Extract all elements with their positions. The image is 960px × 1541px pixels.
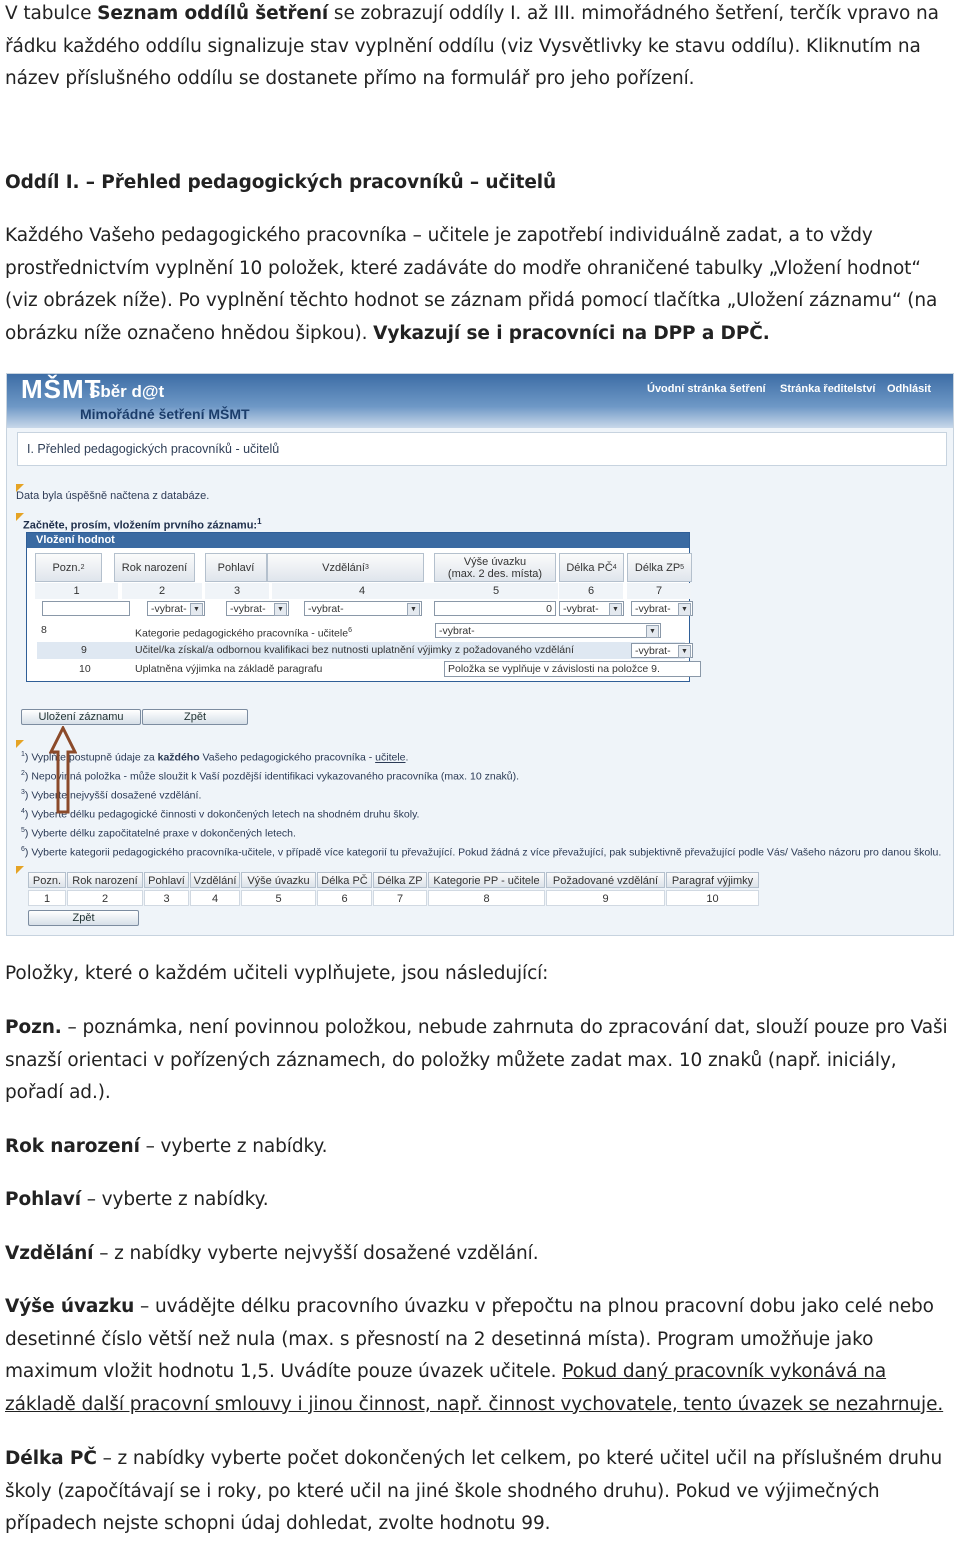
input-box	[26, 532, 690, 682]
nav-directorate[interactable]: Stránka ředitelství	[780, 383, 876, 395]
uvazek-input[interactable]: 0	[434, 601, 556, 616]
load-message: Data byla úspěšně načtena z databáze.	[16, 490, 210, 502]
app-name: Sběr d@t	[89, 382, 165, 401]
grid-number: 1	[28, 890, 66, 906]
paragraf-field: Položka se vyplňuje v závislosti na položce 9.	[444, 661, 701, 677]
row-8: 8 Kategorie pedagogického pracovníka - učitele$^6$	[41, 624, 352, 640]
field-pohlavi: Pohlaví – vyberte z nabídky.	[5, 1189, 269, 1210]
field-delka-pc: Délka PČ – z nabídky vyberte počet dokončených let celkem, po které učitel učil na příslušném druhu školy (započítávají se i roky, po které učil na jiné škole shodného druhu). Pokud ve výjimečných případech nejste schopni údaj dohledat, zvolte hodnotu 99.	[5, 1448, 943, 1535]
col-rok: Rok narození	[114, 553, 195, 582]
note-item: $^2$) Nepovinná položka - může sloužit k Vaší pozdější identifikaci vykazovaného pracovníka (max. 10 znaků).	[21, 770, 520, 783]
brown-arrow-icon	[49, 726, 77, 816]
app-screenshot	[6, 373, 954, 936]
app-subtitle: Mimořádné šetření MŠMT	[80, 406, 250, 422]
col-number: 7	[627, 583, 691, 599]
col-number: 3	[205, 583, 269, 599]
pozn-input[interactable]	[42, 601, 130, 616]
col-number: 1	[35, 583, 118, 599]
grid-header: Rok narození	[67, 872, 143, 888]
notes-list	[21, 747, 941, 861]
grid-number: 9	[546, 890, 665, 906]
input-box-header: Vložení hodnot	[27, 533, 689, 548]
field-pozn: Pozn. – poznámka, není povinnou položkou, nebude zahrnuta do zpracování dat, slouží pouze pro Vaši snazší orientaci v pořízených záznamech, do položky můžete zadat max. 10 znaků (např. iniciály, pořadí ad.).	[5, 1017, 948, 1104]
col-vzdelani: Vzdělání 3	[267, 553, 424, 582]
delka-pc-select[interactable]: -vybrat- ▼	[559, 601, 624, 616]
field-vzdelani: Vzdělání – z nabídky vyberte nejvyšší dosažené vzdělání.	[5, 1243, 539, 1264]
start-message: Začněte, prosím, vložením prvního záznamu:$^1$	[23, 517, 262, 532]
intro-paragraph: V tabulce Seznam oddílů šetření se zobrazují oddíly I. až III. mimořádného šetření, terčík vpravo na řádku každého oddílu signalizuje stav vyplnění oddílu (viz Vysvětlivky ke stavu oddílu). Kliknutím na název příslušného oddílu se dostanete přímo na formulář pro jeho pořízení.	[5, 3, 939, 90]
col-number: 4	[272, 583, 452, 599]
grid-number: 7	[373, 890, 427, 906]
col-uvazek: Výše úvazku (max. 2 des. místa)	[434, 553, 556, 582]
grid-header: Požadované vzdělání	[546, 872, 665, 888]
grid-header: Paragraf výjimky	[666, 872, 759, 888]
grid-number: 5	[241, 890, 316, 906]
grid-number: 2	[67, 890, 143, 906]
field-rok: Rok narození – vyberte z nabídky.	[5, 1136, 328, 1157]
page-title-bar	[17, 432, 947, 466]
save-record-button[interactable]: Uložení záznamu	[21, 709, 141, 725]
grid-number: 3	[144, 890, 189, 906]
grid-number: 10	[666, 890, 759, 906]
row-9: 9 Učitel/ka získal/a odbornou kvalifikaci bez nutnosti uplatnění výjimky z požadovaného vzdělání	[37, 642, 685, 659]
delka-zp-select[interactable]: -vybrat- ▼	[631, 601, 693, 616]
pohlavi-select[interactable]: -vybrat- ▼	[226, 601, 289, 616]
field-uvazek: Výše úvazku – uvádějte délku pracovního úvazku v přepočtu na plnou pracovní dobu jako celé nebo desetinné číslo větší než nula (max. s přesností na 2 desetinná místa). Program umožňuje jako maximum vložit hodnotu 1,5. Uvádíte pouze úvazek učitele. Pokud daný pracovník vykonává na základě další pracovní smlouvy i jinou činnost, např. činnost vychovatele, tento úvazek se nezahrnuje.	[5, 1296, 944, 1415]
grid-header: Délka PČ	[317, 872, 372, 888]
note-item: $^1$) Vyplňte postupně údaje za každého Vašeho pedagogického pracovníka - učitele.	[21, 751, 409, 764]
grid-number: 8	[428, 890, 545, 906]
fields-intro: Položky, které o každém učiteli vyplňujete, jsou následující:	[5, 963, 549, 984]
col-number: 5	[434, 583, 558, 599]
back-button[interactable]: Zpět	[142, 709, 248, 725]
grid-number: 6	[317, 890, 372, 906]
note-item: $^4$) Vyberte délku pedagogické činnosti v dokončených letech na shodném druhu školy.	[21, 808, 420, 821]
grid-header: Výše úvazku	[241, 872, 316, 888]
grid-number: 4	[190, 890, 240, 906]
nav-logout[interactable]: Odhlásit	[887, 383, 932, 395]
col-number: 6	[559, 583, 623, 599]
grid-header: Délka ZP	[373, 872, 427, 888]
col-delka-zp: Délka ZP 5	[627, 553, 692, 582]
vyjimka-select[interactable]: -vybrat- ▼	[631, 643, 693, 658]
kategorie-select[interactable]: -vybrat- ▼	[435, 623, 661, 638]
nav-home[interactable]: Úvodní stránka šetření	[647, 383, 766, 395]
grid-header: Pohlaví	[144, 872, 189, 888]
col-delka-pc: Délka PČ 4	[559, 553, 624, 582]
note-item: $^6$) Vyberte kategorii pedagogického pracovníka-učitele, v případě více kategorií tu převažující. Pokud žádná z více převažující, pak subjektivně převažující podle Vás/ Vašeho názoru pro danou školu.	[21, 846, 941, 859]
col-pohlavi: Pohlaví	[205, 553, 267, 582]
grid-header: Pozn.	[28, 872, 66, 888]
note-item: $^3$) Vyberte nejvyšší dosažené vzdělání.	[21, 789, 202, 802]
flag-icon	[16, 866, 24, 874]
page-title: I. Přehled pedagogických pracovníků - učitelů	[27, 442, 280, 456]
app-banner	[7, 374, 953, 428]
section-paragraph: Každého Vašeho pedagogického pracovníka – učitele je zapotřebí individuálně zadat, a to vždy prostřednictvím vyplnění 10 položek, které zadáváte do modře ohraničené tabulky „Vložení hodnot“ (viz obrázek níže). Po vyplnění těchto hodnot se záznam přidá pomocí tlačítka „Uložení záznamu“ (na obrázku níže označeno hnědou šipkou). Vykazují se i pracovníci na DPP a DPČ.	[5, 225, 938, 344]
vzdelani-select[interactable]: -vybrat- ▼	[304, 601, 422, 616]
grid-header: Vzdělání	[190, 872, 240, 888]
grid-header: Kategorie PP - učitele	[428, 872, 545, 888]
grid-back-button[interactable]: Zpět	[28, 910, 139, 926]
row-10: 10 Uplatněna výjimka na základě paragrafu Položka se vyplňuje v závislosti na položce 9.	[37, 661, 685, 678]
section-heading: Oddíl I. – Přehled pedagogických pracovníků – učitelů	[5, 172, 557, 193]
note-item: $^5$) Vyberte délku započitatelné praxe v dokončených letech.	[21, 827, 296, 840]
msmt-logo: MŠMT	[21, 374, 102, 404]
intro-bold: Seznam oddílů šetření	[97, 3, 329, 24]
rok-select[interactable]: -vybrat- ▼	[147, 601, 205, 616]
col-pozn: Pozn. 2	[35, 553, 102, 582]
col-number: 2	[122, 583, 202, 599]
